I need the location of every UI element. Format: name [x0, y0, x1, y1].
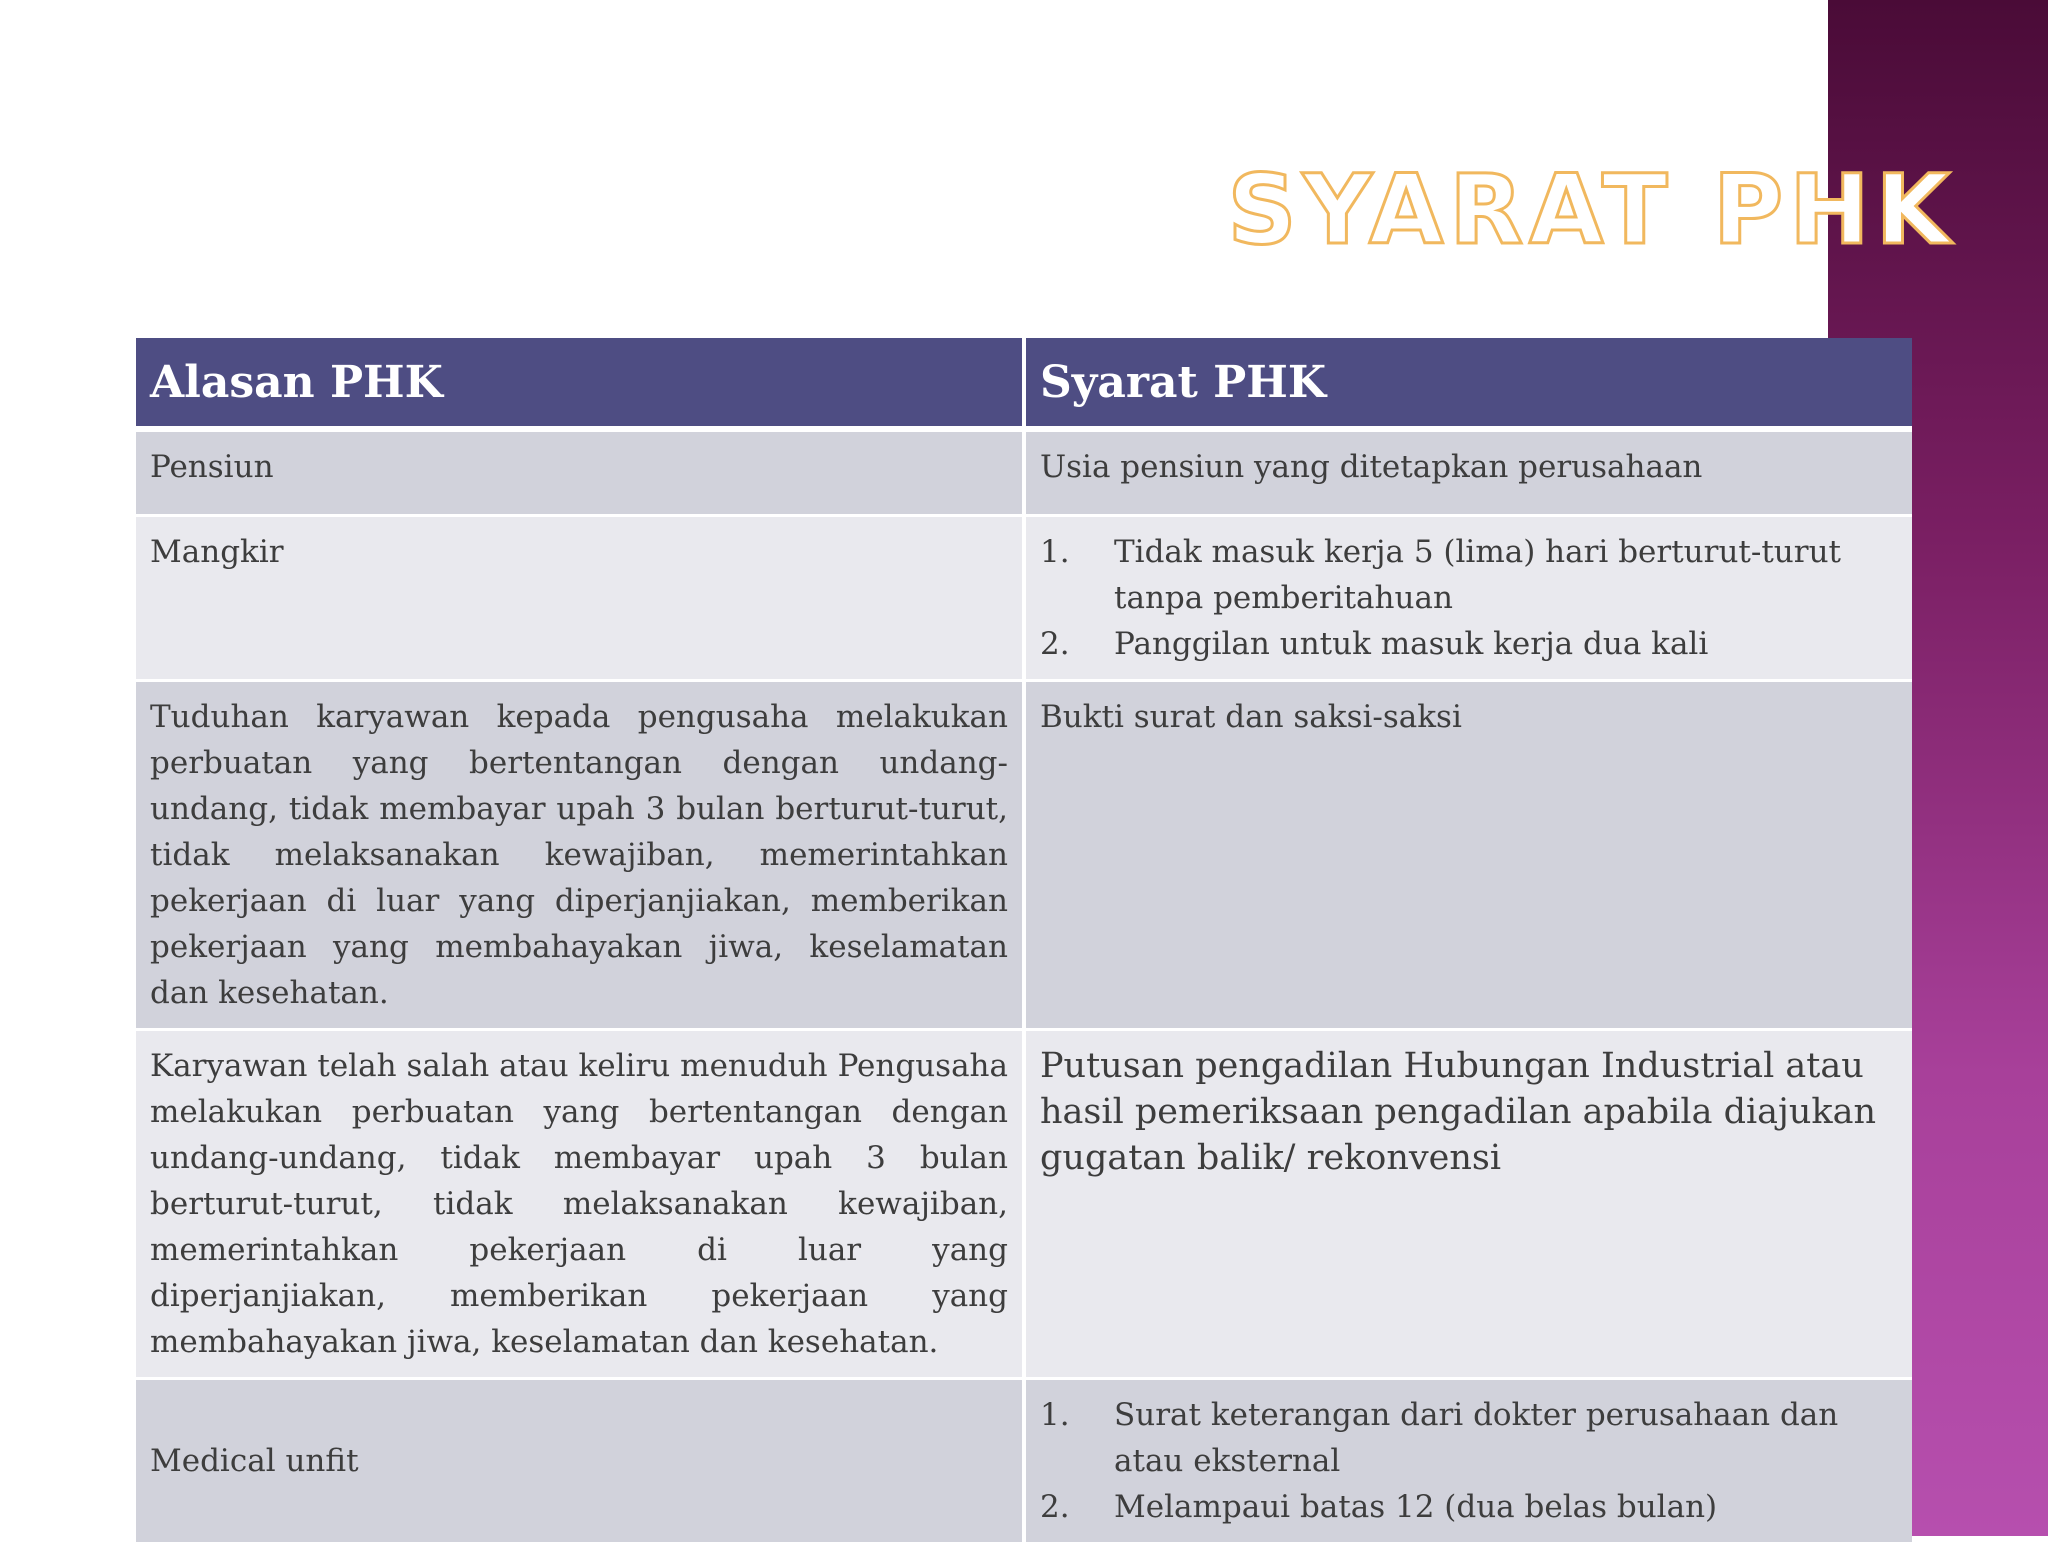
cell-syarat: Putusan pengadilan Hubungan Industrial atau hasil pemeriksaan pengadilan apabila diajukan gugatan balik/ rekonvensi — [1024, 1030, 1912, 1379]
list-item — [1040, 621, 1898, 667]
list-item — [1040, 1484, 1898, 1530]
slide-title: SYARAT PHK — [1227, 162, 1956, 258]
cell-syarat — [1024, 1379, 1912, 1542]
list-item-text: Melampaui batas 12 (dua belas bulan) — [1114, 1484, 1898, 1530]
table-header-row — [136, 338, 1912, 429]
header-syarat-phk: Syarat PHK — [1024, 338, 1912, 429]
list-item-text: Panggilan untuk masuk kerja dua kali — [1114, 621, 1898, 667]
table-row — [136, 516, 1912, 681]
cell-alasan: Medical unfit — [136, 1379, 1024, 1542]
cell-alasan: Tuduhan karyawan kepada pengusaha melakukan perbuatan yang bertentangan dengan undang-undang, tidak membayar upah 3 bulan berturut-turut, tidak melaksanakan kewajiban, memerintahkan pekerjaan di luar yang diperjanjiakan, memberikan pekerjaan yang membahayakan jiwa, keselamatan dan kesehatan. — [136, 681, 1024, 1030]
cell-syarat: Bukti surat dan saksi-saksi — [1024, 681, 1912, 1030]
phk-table-container — [136, 338, 1912, 1542]
table-row — [136, 1379, 1912, 1542]
list-item-text: Tidak masuk kerja 5 (lima) hari berturut-turut tanpa pemberitahuan — [1114, 529, 1898, 621]
syarat-list — [1040, 1392, 1898, 1530]
cell-alasan: Karyawan telah salah atau keliru menuduh Pengusaha melakukan perbuatan yang bertentangan dengan undang-undang, tidak membayar upah 3 bulan berturut-turut, tidak melaksanakan kewajiban, memerintahkan pekerjaan di luar yang diperjanjiakan, memberikan pekerjaan yang membahayakan jiwa, keselamatan dan kesehatan. — [136, 1030, 1024, 1379]
list-item — [1040, 529, 1898, 621]
table-row — [136, 429, 1912, 516]
list-item-text: Surat keterangan dari dokter perusahaan dan atau eksternal — [1114, 1392, 1898, 1484]
cell-syarat — [1024, 516, 1912, 681]
list-item — [1040, 1392, 1898, 1484]
list-item-number: 1. — [1040, 1392, 1114, 1484]
list-item-number: 1. — [1040, 529, 1114, 621]
phk-table — [136, 338, 1912, 1542]
list-item-number: 2. — [1040, 621, 1114, 667]
table-row — [136, 1030, 1912, 1379]
table-row — [136, 681, 1912, 1030]
list-item-number: 2. — [1040, 1484, 1114, 1530]
header-alasan-phk: Alasan PHK — [136, 338, 1024, 429]
cell-syarat: Usia pensiun yang ditetapkan perusahaan — [1024, 429, 1912, 516]
cell-alasan: Mangkir — [136, 516, 1024, 681]
syarat-list — [1040, 529, 1898, 667]
cell-alasan: Pensiun — [136, 429, 1024, 516]
